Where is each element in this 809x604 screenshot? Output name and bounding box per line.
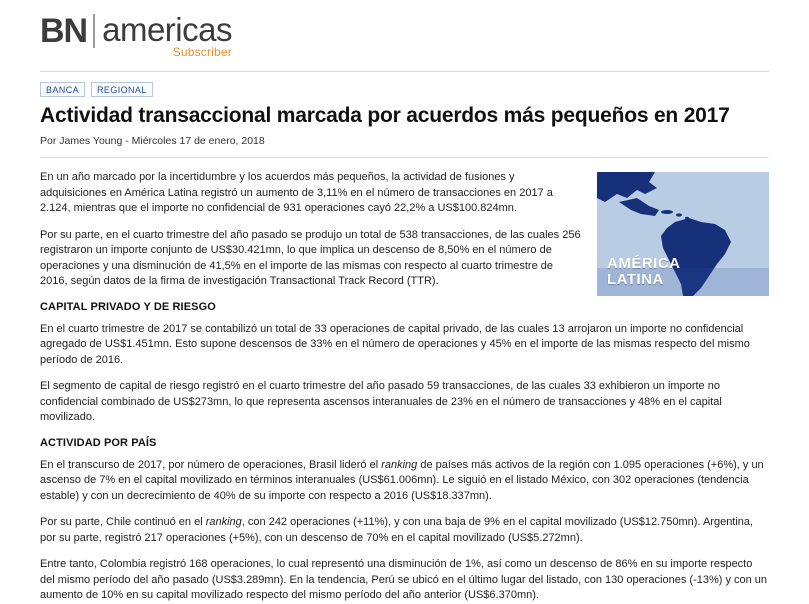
paragraph-3: En el cuarto trimestre de 2017 se contabilizó un total de 33 operaciones de capital privado, de las cuales 13 arrojaron un importe no confidencial agregado de US$1.451mn. Esto supone descensos de 33% en el número de operaciones y 45% en el importe de las mismas respecto del mismo período de 2016. — [40, 322, 750, 366]
site-masthead — [0, 0, 809, 65]
map-caption-line1: AMÉRICA — [607, 255, 681, 272]
latin-america-map-image — [597, 172, 769, 296]
logo-wordmark: americas — [102, 11, 232, 48]
paragraph-5-emphasis: ranking — [381, 458, 418, 471]
logo-mark[interactable]: BN — [40, 12, 88, 50]
paragraph-7: Entre tanto, Colombia registró 168 operaciones, lo cual representó una disminución de 1%, así como un descenso de 86% en su importe respecto del mismo período del año pasado (US$3.289mn). En la tendencia, Perú se ubicó en el último lugar del listado, con 130 operaciones (-13%) y con un aumento de 10% en su capital movilizado respecto del mismo período del año anterior (US$6.370mn). — [40, 558, 768, 601]
logo-divider — [93, 14, 95, 48]
paragraph-5 — [40, 458, 769, 505]
page-title: Actividad transaccional marcada por acuerdos más pequeños en 2017 — [40, 104, 730, 127]
tag-list — [40, 82, 769, 97]
map-caption — [607, 256, 681, 288]
tag-regional[interactable]: REGIONAL — [91, 82, 153, 97]
paragraph-5-part-a: En el transcurso de 2017, por número de operaciones, Brasil lideró el — [40, 458, 382, 471]
paragraph-2: Por su parte, en el cuarto trimestre del año pasado se produjo un total de 538 transacciones, de las cuales 256 registraron un importe conjunto de US$30.421mn, lo que implica un descenso de 8,50% en el número de operaciones y una disminución de 41,5% en el importe de las mismas con respecto al cuarto trimestre de 2016, según datos de la firma de investigación Transactional Track Record (TTR). — [40, 228, 581, 287]
paragraph-4: El segmento de capital de riesgo registró en el cuarto trimestre del año pasado 59 transacciones, de las cuales 33 exhibieron un importe no confidencial combinado de US$273mn, lo que representa ascensos interanuales de 23% en el número de transacciones y 48% en el capital movilizado. — [40, 380, 722, 423]
paragraph-1: En un año marcado por la incertidumbre y los acuerdos más pequeños, la actividad de fusiones y adquisiciones en América Latina registró un aumento de 3,11% en el número de transacciones en 2017 a 2.124, mientras que el importe no confidencial de 931 operaciones cayó 22,2% a US$100.824mn. — [40, 171, 553, 214]
article-body — [0, 158, 809, 604]
paragraph-6-part-b: , con 242 operaciones (+11%), y con una baja de 9% en el capital movilizado (US$12.750mn). Argentina, por su parte, registró 217 operaciones (+5%), con un descenso de 70% en el capital movilizado (US$5.272mn). — [40, 516, 754, 544]
paragraph-6-part-a: Por su parte, Chile continuó en el — [40, 516, 206, 528]
paragraph-6 — [40, 515, 769, 546]
section-heading-actividad-por-pais: ACTIVIDAD POR PAÍS — [40, 436, 157, 449]
map-caption-line2: LATINA — [607, 271, 664, 288]
tag-banca[interactable]: BANCA — [40, 82, 85, 97]
logo-wordmark-group[interactable] — [102, 12, 232, 59]
section-heading-capital-privado: CAPITAL PRIVADO Y DE RIESGO — [40, 300, 216, 313]
subscriber-badge: Subscriber — [172, 45, 232, 59]
paragraph-5-part-b: de países más activos de la región con 1.095 operaciones (+6%), y un ascenso de 7% en el capital movilizado en términos interanuales (US$61.006mn). Le siguió en el listado México, con 302 operaciones (tendencia estable) y con un decrecimiento de 40% de su importe con respecto a 2016 (US$18.337mn). — [40, 458, 764, 502]
byline: Por James Young - Miércoles 17 de enero, 2018 — [40, 135, 265, 147]
article-header — [0, 72, 809, 147]
paragraph-6-emphasis: ranking — [205, 516, 242, 528]
